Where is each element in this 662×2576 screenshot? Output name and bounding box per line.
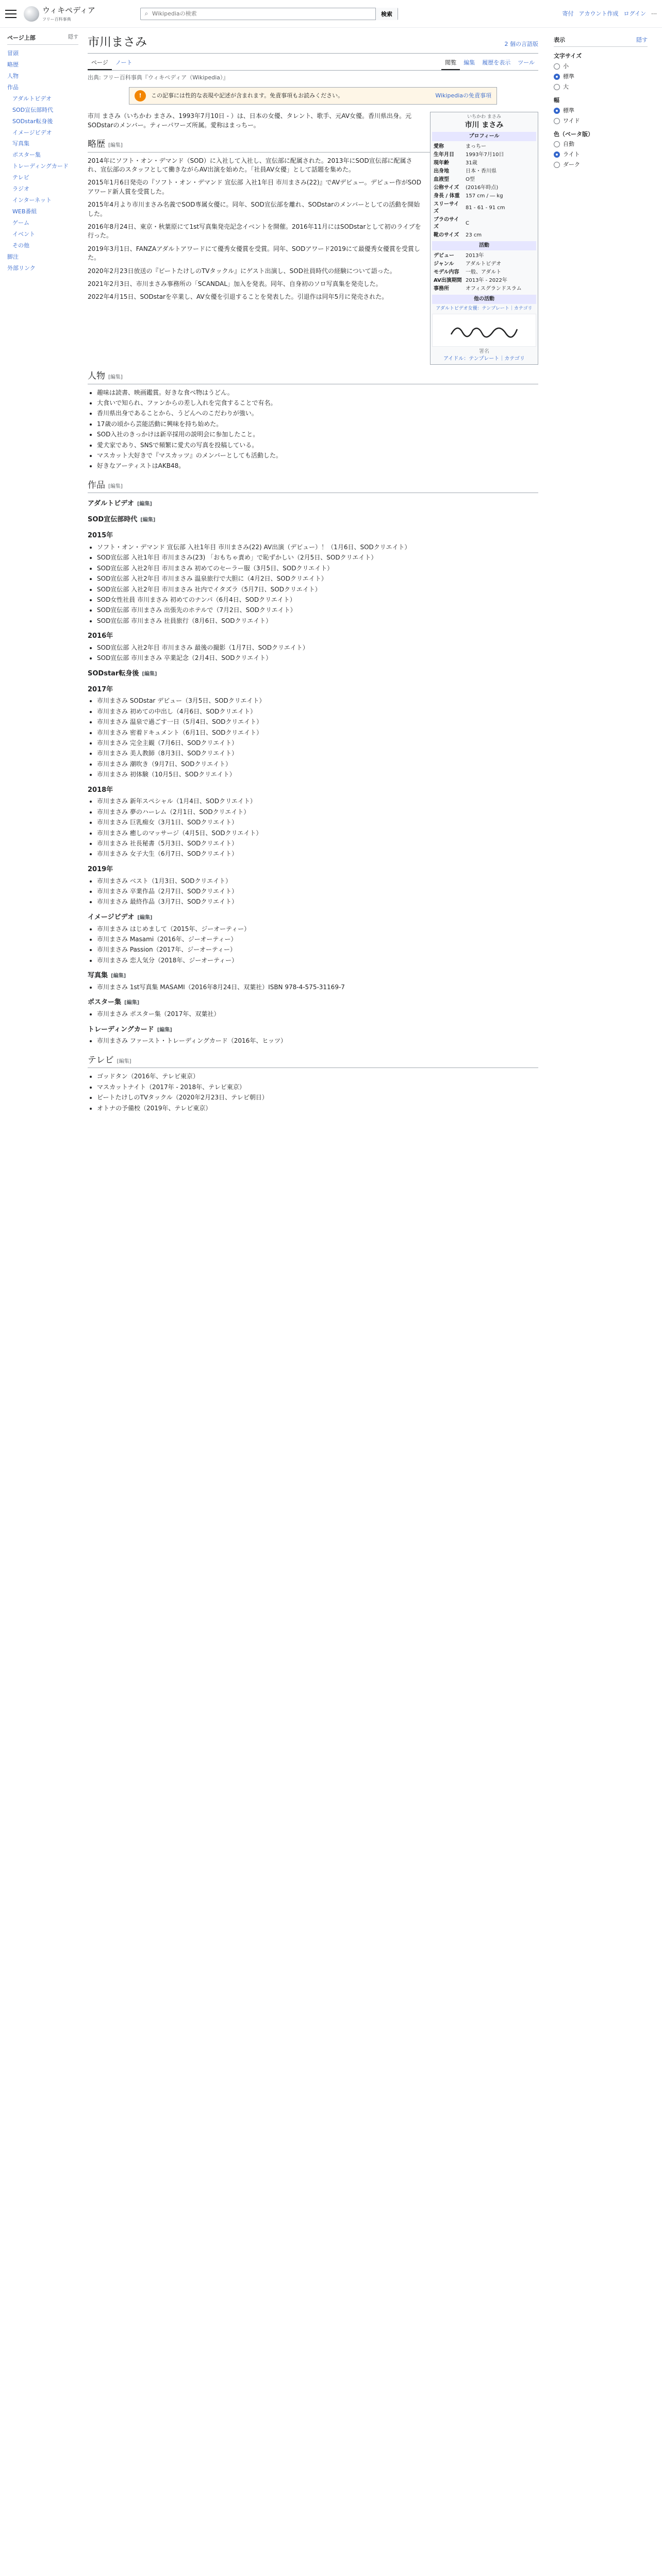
site-tagline: フリー百科事典 xyxy=(42,16,71,22)
paragraph: 2022年4月15日、SODstarを卒業し、AV女優を引退することを発表した。引退作は同年5月に発売された。 xyxy=(88,293,388,301)
toc-item[interactable]: ポスター集 xyxy=(12,151,41,159)
tv-list xyxy=(88,1072,538,1113)
list-item: • 市川まさみ 潮吹き（9月7日、SODクリエイト） xyxy=(97,760,538,769)
list-item: • 市川まさみ 最終作品（3月7日、SODクリエイト） xyxy=(97,897,538,906)
toc-sidebar xyxy=(5,28,82,1114)
text-size-large[interactable]: 大 xyxy=(554,83,648,91)
text-size-label: 文字サイズ xyxy=(554,52,582,59)
search-icon: ⌕ xyxy=(144,9,148,17)
infobox-header: 他の活動 xyxy=(432,295,536,304)
works-list xyxy=(88,877,538,907)
paragraph: 2015年1月6日発売の『ソフト・オン・デマンド 宣伝部 入社1年目 市川まさみ(22)』でAVデビュー。デビュー作がSODアワード新人賞を受賞した。 xyxy=(88,179,421,195)
toc-item[interactable]: WEB番組 xyxy=(12,208,37,215)
list-item: • 市川まさみ 卒業作品（2月7日、SODクリエイト） xyxy=(97,887,538,896)
works-list xyxy=(88,1010,538,1019)
tab-talk[interactable]: ノート xyxy=(115,59,133,66)
toc-item[interactable]: SODstar転身後 xyxy=(12,117,53,125)
year-heading: 2018年 xyxy=(88,786,113,794)
search-button[interactable]: 検索 xyxy=(375,8,398,20)
search-input[interactable] xyxy=(152,10,375,17)
list-item: • 17歳の頃から芸能活動に興味を持ち始めた。 xyxy=(97,420,538,429)
list-item: • SOD宣伝部 市川まさみ 卒業記念（2月4日、SODクリエイト） xyxy=(97,654,538,663)
list-item: • 市川まさみ ファースト・トレーディングカード（2016年、ヒッツ） xyxy=(97,1037,538,1045)
works-list xyxy=(88,643,538,663)
list-item: • 市川まさみ 1st写真集 MASAMI（2016年8月24日、双葉社）ISBN 978-4-575-31169-7 xyxy=(97,983,538,992)
width-label: 幅 xyxy=(554,96,559,104)
toc-item[interactable]: ゲーム xyxy=(12,219,29,226)
subsection-heading: アダルトビデオ [編集] xyxy=(88,500,152,508)
toc-item[interactable]: 写真集 xyxy=(12,140,29,147)
works-list xyxy=(88,697,538,779)
list-item: • SOD宣伝部 入社2年目 市川まさみ 温泉旅行で大胆に（4月2日、SODクリエイト） xyxy=(97,574,538,583)
signature-icon xyxy=(448,320,520,341)
list-item: • 趣味は読書、映画鑑賞。好きな食べ物はうどん。 xyxy=(97,388,538,397)
list-item: • 市川まさみ Masami（2016年、ジーオーティー） xyxy=(97,935,538,944)
list-item: • オトナの予備校（2019年、テレビ東京） xyxy=(97,1104,538,1113)
color-label: 色（ベータ版） xyxy=(554,130,593,138)
list-item: • 市川まさみ Passion（2017年、ジーオーティー） xyxy=(97,945,538,954)
page-source: 出典: フリー百科事典『ウィキペディア（Wikipedia）』 xyxy=(88,74,229,81)
infobox-furigana: いちかわ まさみ xyxy=(467,114,501,120)
color-light[interactable]: ライト xyxy=(554,150,648,159)
donate-link[interactable]: 寄付 xyxy=(562,10,574,17)
year-heading: 2019年 xyxy=(88,865,113,873)
list-item: • SOD女性社員 市川まさみ 初めてのナンパ（6月4日、SODクリエイト） xyxy=(97,596,538,604)
list-item: • 市川まさみ 恋人気分（2018年、ジーオーティー） xyxy=(97,956,538,965)
tab-page[interactable]: ページ xyxy=(88,57,112,70)
paragraph: 2021年2月3日、市川まさみ事務所の「SCANDAL」加入を発表。同年、自身初のソロ写真集を発売した。 xyxy=(88,280,382,287)
list-item: • 大食いで知られ、ファンからの差し入れを完食することで有名。 xyxy=(97,399,538,408)
infobox xyxy=(430,112,538,365)
subsection-heading: 写真集 [編集] xyxy=(88,972,126,980)
list-item: • 市川まさみ 美人教師（8月3日、SODクリエイト） xyxy=(97,749,538,758)
login-link[interactable]: ログイン xyxy=(623,10,646,17)
language-selector[interactable]: 2 個の言語版 xyxy=(504,41,538,47)
wikipedia-logo[interactable] xyxy=(24,5,127,22)
list-item: • 市川まさみ 初めての中出し（4月6日、SODクリエイト） xyxy=(97,707,538,716)
list-item: • SOD宣伝部 市川まさみ 出張先のホテルで（7月2日、SODクリエイト） xyxy=(97,606,538,615)
notice-text: この記事には性的な表現や記述が含まれます。免責事項もお読みください。 xyxy=(151,92,344,99)
toc-item[interactable]: イベント xyxy=(12,230,35,238)
subsection-heading: SODstar転身後 [編集] xyxy=(88,669,157,677)
infobox-header: 活動 xyxy=(432,241,536,250)
list-item: • 市川まさみ 癒しのマッサージ（4月5日、SODクリエイト） xyxy=(97,829,538,838)
year-heading: 2015年 xyxy=(88,532,113,540)
toc-item[interactable]: インターネット xyxy=(12,197,52,204)
toc-item[interactable]: トレーディングカード xyxy=(12,163,69,170)
tab-tools[interactable]: ツール xyxy=(518,59,535,66)
list-item: • 市川まさみ 温泉で過ごす一日（5月4日、SODクリエイト） xyxy=(97,718,538,726)
paragraph: 2019年3月1日、FANZAアダルトアワードにて優秀女優賞を受賞。同年、SODアワード2019にて最優秀女優賞を受賞した。 xyxy=(88,245,420,262)
list-item: • 愛犬家であり、SNSで頻繁に愛犬の写真を投稿している。 xyxy=(97,441,538,450)
toc-hide-button[interactable]: 隠す xyxy=(68,35,78,40)
content-warning-notice xyxy=(129,87,497,105)
list-item: • 香川県出身であることから、うどんへのこだわりが強い。 xyxy=(97,409,538,418)
width-wide[interactable]: ワイド xyxy=(554,117,648,125)
toc-title: ページ上部 xyxy=(7,35,36,41)
list-item: • SOD入社のきっかけは新卒採用の説明会に参加したこと。 xyxy=(97,430,538,439)
toc-item[interactable]: 外部リンク xyxy=(7,264,36,272)
list-item: • 市川まさみ ポスター集（2017年、双葉社） xyxy=(97,1010,538,1019)
list-item: • 市川まさみ 密着ドキュメント（6月1日、SODクリエイト） xyxy=(97,728,538,737)
list-item: • ゴッドタン（2016年、テレビ東京） xyxy=(97,1072,538,1081)
paragraph: 2020年2月23日放送の『ビートたけしのTVタックル』にゲスト出演し、SOD社員時代の経験について語った。 xyxy=(88,267,396,275)
appearance-hide-button[interactable]: 隠す xyxy=(636,37,648,43)
globe-icon xyxy=(24,6,39,22)
toc-item[interactable]: ラジオ xyxy=(12,185,29,193)
page-title: 市川まさみ xyxy=(88,36,147,49)
site-name: ウィキペディア xyxy=(42,5,95,15)
main-content xyxy=(82,28,547,1114)
toc-item[interactable]: テレビ xyxy=(12,174,29,181)
toc-item[interactable]: イメージビデオ xyxy=(12,129,52,136)
list-item: • ビートたけしのTVタックル（2020年2月23日、テレビ朝日） xyxy=(97,1093,538,1102)
subsection-heading: SOD宣伝部時代 [編集] xyxy=(88,516,156,524)
warning-icon: ! xyxy=(135,90,146,101)
site-header xyxy=(0,0,662,28)
infobox-footer-link[interactable]: アイドル：テンプレート｜カテゴリ xyxy=(443,356,525,362)
toc-item[interactable]: その他 xyxy=(12,242,29,249)
tab-read[interactable]: 閲覧 xyxy=(441,57,460,70)
tab-history[interactable]: 履歴を表示 xyxy=(482,59,511,66)
text-size-small[interactable]: 小 xyxy=(554,62,648,71)
menu-icon[interactable] xyxy=(5,10,16,18)
works-list xyxy=(88,797,538,858)
list-item: • 市川まさみ 新年スペシャル（1月4日、SODクリエイト） xyxy=(97,797,538,806)
color-auto[interactable]: 自動 xyxy=(554,140,648,148)
signature-caption: 署名 xyxy=(479,349,489,354)
subsection-heading: トレーディングカード [編集] xyxy=(88,1025,172,1033)
toc-item[interactable]: SOD宣伝部時代 xyxy=(12,106,54,113)
list-item: • 好きなアーティストはAKB48。 xyxy=(97,462,538,470)
list-item: • SOD宣伝部 市川まさみ 社員旅行（8月6日、SODクリエイト） xyxy=(97,617,538,625)
list-item: • SOD宣伝部 入社2年目 市川まさみ 初めてのセーラー服（3月5日、SODクリエイト） xyxy=(97,564,538,573)
list-item: • 市川まさみ 夢のハーレム（2月1日、SODクリエイト） xyxy=(97,808,538,817)
list-item: • 市川まさみ ベスト（1月3日、SODクリエイト） xyxy=(97,877,538,886)
color-dark[interactable]: ダーク xyxy=(554,161,648,169)
paragraph: 2014年にソフト・オン・デマンド（SOD）に入社して入社し、宣伝部に配属された。2013年にSOD宣伝部に配属され、宣伝部のスタッフとして働きながらAV出演を始めた。「社員AV女優」として話題を集めた。 xyxy=(88,157,412,174)
notice-link[interactable]: Wikipediaの免責事項 xyxy=(435,92,491,99)
toc-item[interactable]: アダルトビデオ xyxy=(12,95,52,102)
toc-item[interactable]: 作品 xyxy=(7,83,19,91)
signature-image xyxy=(432,314,536,347)
works-list xyxy=(88,983,538,992)
search-box[interactable] xyxy=(140,8,398,20)
list-item: • 市川まさみ 完全主観（7月6日、SODクリエイト） xyxy=(97,739,538,748)
section-heading: 略歴 [編集] xyxy=(88,138,538,152)
appearance-title: 表示 xyxy=(554,37,565,43)
text-size-standard[interactable]: 標準 xyxy=(554,73,648,81)
create-account-link[interactable]: アカウント作成 xyxy=(578,10,619,17)
list-item: • 市川まさみ 初体験（10月5日、SODクリエイト） xyxy=(97,770,538,779)
list-item: • 市川まさみ はじめまして（2015年、ジーオーティー） xyxy=(97,925,538,934)
list-item: • マスカット大好きで『マスカッツ』のメンバーとしても活動した。 xyxy=(97,451,538,460)
list-item: • 市川まさみ 巨乳痴女（3月1日、SODクリエイト） xyxy=(97,818,538,827)
page-tabs xyxy=(88,57,538,71)
works-list xyxy=(88,925,538,965)
list-item: • SOD宣伝部 入社2年目 市川まさみ 社内でイタズラ（5月7日、SODクリエイト） xyxy=(97,585,538,594)
list-item: • 市川まさみ 女子大生（6月7日、SODクリエイト） xyxy=(97,850,538,858)
paragraph: 2015年4月より市川まさみ名義でSOD専属女優に。同年、SOD宣伝部を離れ、SODstarのメンバーとしての活動を開始した。 xyxy=(88,201,420,217)
list-item: • マスカットナイト（2017年 - 2018年、テレビ東京） xyxy=(97,1083,538,1092)
year-heading: 2017年 xyxy=(88,685,113,693)
more-icon[interactable]: ⋯ xyxy=(651,10,657,17)
section-heading: 人物 [編集] xyxy=(88,370,538,384)
section-heading: テレビ [編集] xyxy=(88,1054,538,1069)
infobox-template-link[interactable]: アダルトビデオ女優：テンプレート｜カテゴリ xyxy=(436,306,533,312)
lead-paragraph: 市川 まさみ（いちかわ まさみ、1993年7月10日 - ）は、日本の女優、タレント、歌手、元AV女優。香川県出身。元SODstarのメンバー。ティーパワーズ所属。愛称はまっちー。 xyxy=(88,112,412,129)
toc-item[interactable]: 脚注 xyxy=(7,253,19,260)
section-heading: 作品 [編集] xyxy=(88,479,538,494)
tab-edit[interactable]: 編集 xyxy=(464,59,475,66)
infobox-name: 市川 まさみ xyxy=(465,121,504,129)
infobox-table: 愛称 まっちー 生年月日 1993年7月10日 現年齢 31歳 出身地 日本・香川県 血液型 O型 公称サイズ (2016年時点) 身長 / 体重 157 cm / ― kg スリーサイズ 81 - 61 - 91 cm ブラのサイズ C 靴のサイズ 23 cm xyxy=(434,144,505,239)
person-list xyxy=(88,388,538,471)
infobox-header: プロフィール xyxy=(432,132,536,141)
toc-item[interactable]: 略歴 xyxy=(7,61,19,68)
subsection-heading: ポスター集 [編集] xyxy=(88,998,140,1007)
list-item: • SOD宣伝部 入社1年目 市川まさみ(23) 「おもちゃ責め」で恥ずかしい（2月5日、SODクリエイト） xyxy=(97,553,538,562)
works-list xyxy=(88,543,538,625)
infobox-table: デビュー 2013年 ジャンル アダルトビデオ モデル内容 一般、アダルト AV出演期間 2013年 - 2022年 事務所 オフィスグランドスラム xyxy=(434,253,522,292)
toc-item[interactable]: 人物 xyxy=(7,72,19,79)
toc-item[interactable]: 冒頭 xyxy=(7,49,19,57)
paragraph: 2016年8月24日、東京・秋葉原にて1st写真集発売記念イベントを開催。2016年11月にはSODstarとして初のライブを行った。 xyxy=(88,223,421,240)
list-item: • SOD宣伝部 入社2年目 市川まさみ 最後の撮影（1月7日、SODクリエイト） xyxy=(97,643,538,652)
list-item: • 市川まさみ SODstar デビュー（3月5日、SODクリエイト） xyxy=(97,697,538,705)
list-item: • 市川まさみ 社長秘書（5月3日、SODクリエイト） xyxy=(97,839,538,848)
width-standard[interactable]: 標準 xyxy=(554,107,648,115)
list-item: • ソフト・オン・デマンド 宣伝部 入社1年目 市川まさみ(22) AV出演（デビュー）！（1月6日、SODクリエイト） xyxy=(97,543,538,552)
appearance-sidebar xyxy=(547,28,650,1114)
year-heading: 2016年 xyxy=(88,632,113,640)
works-list xyxy=(88,1037,538,1045)
subsection-heading: イメージビデオ [編集] xyxy=(88,913,153,921)
